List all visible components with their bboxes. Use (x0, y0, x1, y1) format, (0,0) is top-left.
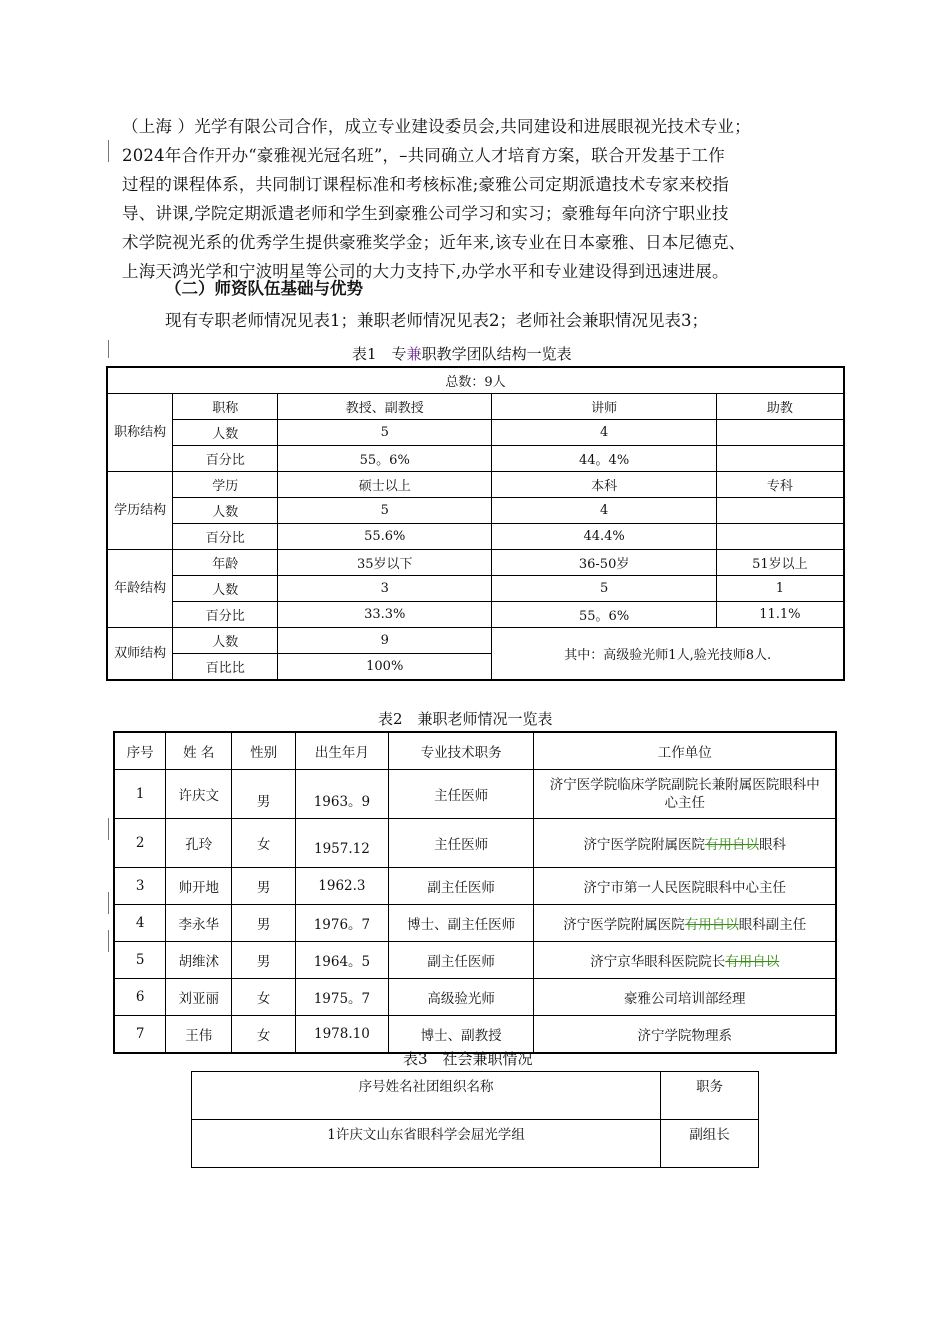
cell: 胡维沭 (166, 942, 232, 979)
cell: 女 (232, 819, 296, 868)
cell: 55。6% (492, 602, 716, 628)
paragraph-line: 导、讲课,学院定期派遣老师和学生到豪雅公司学习和实习；豪雅每年向济宁职业技 (122, 204, 729, 223)
cell: 孔玲 (166, 819, 232, 868)
unit-text: 济宁学院物理系 (637, 1028, 732, 1044)
cell: 专科 (716, 472, 844, 498)
unit-text: 济宁京华眼科医院院长 (590, 954, 726, 970)
cell: 李永华 (166, 905, 232, 942)
cell: 1957.12 (295, 819, 388, 868)
cell: 44。4% (492, 446, 716, 472)
change-bar (108, 892, 109, 914)
unit-text: 济宁医学院临床学院副院长兼附属医院眼科中心主任 (549, 777, 820, 811)
row-label: 百分比 (173, 524, 278, 550)
header-cell: 序号 (114, 732, 166, 770)
row-label: 人数 (173, 498, 278, 524)
cell: 4 (492, 498, 716, 524)
cell: 男 (232, 905, 296, 942)
cell (716, 420, 844, 446)
cell: 本科 (492, 472, 716, 498)
unit-text: 济宁医学院附属医院 (563, 917, 685, 933)
cell: 55。6% (278, 446, 492, 472)
cell: 1976。7 (295, 905, 388, 942)
unit-text: 济宁医学院附属医院 (583, 837, 705, 853)
change-bar (108, 930, 109, 952)
header-cell: 工作单位 (534, 732, 836, 770)
cell: 硕士以上 (278, 472, 492, 498)
cell: 4 (492, 420, 716, 446)
unit-text: 济宁市第一人民医院眼科中心主任 (583, 880, 786, 896)
caption-revision-mark: 兼 (406, 345, 422, 363)
cell: 刘亚丽 (166, 979, 232, 1016)
cell: 教授、副教授 (278, 394, 492, 420)
cell: 主任医师 (388, 819, 534, 868)
cell (716, 446, 844, 472)
cell (716, 498, 844, 524)
group-label: 双师结构 (107, 628, 173, 681)
header-cell: 专业技术职务 (388, 732, 534, 770)
cell: 5 (114, 942, 166, 979)
paragraph-line: 术学院视光系的优秀学生提供豪雅奖学金；近年来,该专业在日本豪雅、日本尼德克、 (122, 233, 746, 252)
total-cell: 总数：9人 (107, 367, 844, 394)
group-label: 职称结构 (107, 394, 173, 472)
cell: 11.1% (716, 602, 844, 628)
table-row (114, 819, 836, 868)
cell: 4 (114, 905, 166, 942)
cell: 副主任医师 (388, 868, 534, 905)
cell: 3 (278, 576, 492, 602)
row-label: 百分比 (173, 602, 278, 628)
group-label: 学历结构 (107, 472, 173, 550)
table1-caption (352, 343, 572, 364)
cell: 9 (278, 628, 492, 654)
cell: 女 (232, 1016, 296, 1054)
table3-caption: 表3 社会兼职情况 (403, 1050, 533, 1068)
cell: 1978.10 (295, 1016, 388, 1054)
paragraph-line: 上海天鸿光学和宁波明星等公司的大力支持下,办学水平和专业建设得到迅速进展。 (122, 262, 729, 281)
cell: 33.3% (278, 602, 492, 628)
cell: 3 (114, 868, 166, 905)
cell: 副主任医师 (388, 942, 534, 979)
deleted-text: 有用自以 (684, 917, 739, 933)
faculty-structure-table (106, 366, 845, 681)
cell: 讲师 (492, 394, 716, 420)
cell: 男 (232, 868, 296, 905)
cell: 36-50岁 (492, 550, 716, 576)
cell: 44.4% (492, 524, 716, 550)
cell: 1 (716, 576, 844, 602)
table-row (114, 868, 836, 905)
cell (716, 524, 844, 550)
header-cell: 出生年月 (295, 732, 388, 770)
unit-text: 豪雅公司培训部经理 (623, 991, 746, 1007)
paragraph-line: 过程的课程体系，共同制订课程标准和考核标准;豪雅公司定期派遣技术专家来校指 (122, 175, 729, 194)
cell: 博士、副教授 (388, 1016, 534, 1054)
caption-text: 表1 专 (352, 345, 407, 363)
cell: 2 (114, 819, 166, 868)
group-label: 年龄结构 (107, 550, 173, 628)
cell: 5 (492, 576, 716, 602)
header-cell: 性别 (232, 732, 296, 770)
cell: 1963。9 (295, 770, 388, 819)
cell (534, 1016, 836, 1054)
header-cell: 职务 (661, 1072, 759, 1120)
cell: 男 (232, 942, 296, 979)
cell: 女 (232, 979, 296, 1016)
cell: 1许庆文山东省眼科学会屈光学组 (192, 1120, 661, 1168)
row-label: 职称 (173, 394, 278, 420)
cell: 助教 (716, 394, 844, 420)
caption-text: 职教学团队结构一览表 (421, 345, 572, 363)
cell: 100% (278, 654, 492, 681)
table-row (114, 905, 836, 942)
cell: 主任医师 (388, 770, 534, 819)
body-paragraph (122, 112, 842, 286)
row-label: 百比比 (173, 654, 278, 681)
deleted-text: 有用自以 (725, 954, 780, 970)
cell: 1975。7 (295, 979, 388, 1016)
cell: 男 (232, 770, 296, 819)
cell: 1962.3 (295, 868, 388, 905)
cell: 1964。5 (295, 942, 388, 979)
paragraph-line: （上海 ）光学有限公司合作，成立专业建设委员会,共同建设和进展眼视光技术专业； (122, 117, 751, 136)
table-row (114, 942, 836, 979)
dual-note: 其中：高级验光师1人,验光技师8人. (492, 628, 844, 681)
row-label: 百分比 (173, 446, 278, 472)
cell: 高级验光师 (388, 979, 534, 1016)
change-bar (108, 140, 109, 162)
change-bar (108, 818, 109, 840)
table2-caption: 表2 兼职老师情况一览表 (378, 710, 553, 728)
cell: 1 (114, 770, 166, 819)
cell: 5 (278, 498, 492, 524)
cell (534, 979, 836, 1016)
cell (534, 770, 836, 819)
social-positions-table (191, 1071, 759, 1168)
cell (534, 942, 836, 979)
table-row (114, 979, 836, 1016)
cell: 5 (278, 420, 492, 446)
header-cell: 姓 名 (166, 732, 232, 770)
deleted-text: 有用自以 (704, 837, 759, 853)
table-row (114, 770, 836, 819)
paragraph-line: 2024年合作开办“豪雅视光冠名班”，–共同确立人才培育方案，联合开发基于工作 (122, 146, 725, 165)
cell: 帅开地 (166, 868, 232, 905)
row-label: 人数 (173, 576, 278, 602)
row-label: 学历 (173, 472, 278, 498)
cell: 35岁以下 (278, 550, 492, 576)
cell: 许庆文 (166, 770, 232, 819)
row-label: 人数 (173, 628, 278, 654)
intro-text: 现有专职老师情况见表1；兼职老师情况见表2；老师社会兼职情况见表3； (165, 311, 708, 330)
cell (534, 905, 836, 942)
unit-text: 眼科 (758, 837, 786, 853)
cell: 6 (114, 979, 166, 1016)
cell: 55.6% (278, 524, 492, 550)
row-label: 人数 (173, 420, 278, 446)
cell: 王伟 (166, 1016, 232, 1054)
cell (534, 868, 836, 905)
cell (534, 819, 836, 868)
row-label: 年龄 (173, 550, 278, 576)
header-cell: 序号姓名社团组织名称 (192, 1072, 661, 1120)
unit-text: 眼科副主任 (738, 917, 807, 933)
cell: 博士、副主任医师 (388, 905, 534, 942)
cell: 7 (114, 1016, 166, 1054)
table-row (192, 1120, 759, 1168)
change-bar (108, 340, 109, 358)
cell: 副组长 (661, 1120, 759, 1168)
parttime-teachers-table (113, 731, 837, 1054)
cell: 51岁以上 (716, 550, 844, 576)
section-heading: （二）师资队伍基础与优势 (165, 279, 363, 298)
